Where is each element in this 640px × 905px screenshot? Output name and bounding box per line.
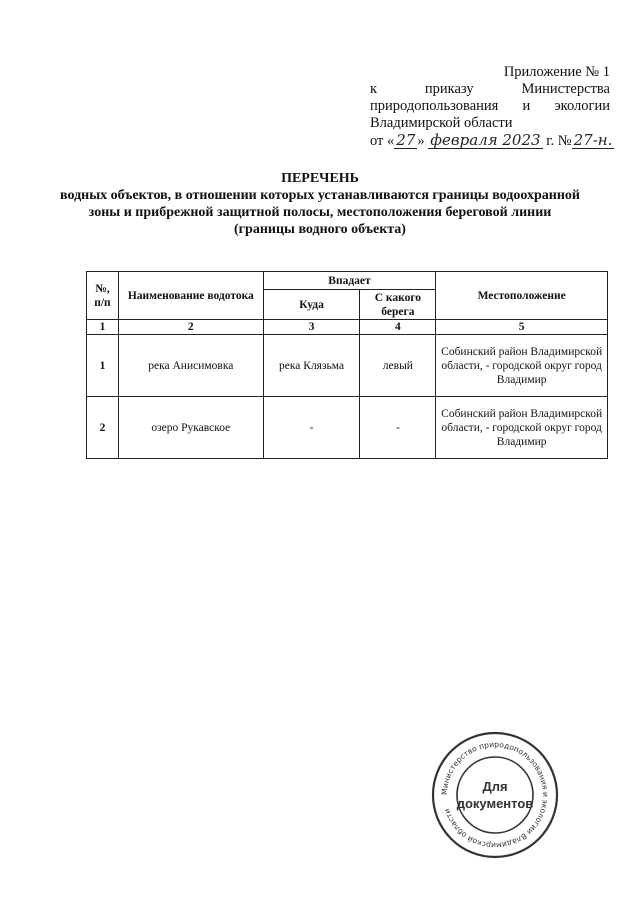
- row-name: река Анисимовка: [118, 335, 263, 397]
- appendix-line-2: [370, 81, 610, 98]
- appendix-region: Владимирской области: [370, 115, 513, 131]
- order-date-line: [370, 131, 613, 150]
- header-where: Куда: [263, 290, 360, 320]
- date-prefix: от «: [370, 133, 395, 149]
- stamp-center-line1: Для: [482, 779, 508, 794]
- date-mid: »: [417, 133, 425, 149]
- appendix-word: и: [522, 98, 531, 114]
- row-location: Собинский район Владимирской области, - городской округ город Владимир: [436, 335, 608, 397]
- header-name: Наименование водотока: [118, 272, 263, 320]
- column-number: 1: [87, 320, 119, 335]
- order-number-handwritten: 27-н.: [573, 131, 613, 149]
- row-num: 1: [87, 335, 119, 397]
- row-where: река Клязьма: [263, 335, 360, 397]
- appendix-word: к: [370, 81, 378, 97]
- date-month-handwritten: февраля 2023: [430, 131, 541, 149]
- appendix-word: экологии: [554, 98, 610, 114]
- row-num: 2: [87, 397, 119, 459]
- header-location: Местоположение: [436, 272, 608, 320]
- table-row: [87, 397, 608, 459]
- document-subtitle: водных объектов, в отношении которых устанавливаются границы водоохранной зоны и прибрежной защитной полосы, местоположения береговой линии (границы водного объекта): [60, 188, 580, 237]
- appendix-word: приказу: [424, 81, 474, 97]
- table-row: [87, 335, 608, 397]
- header-num: №, п/п: [87, 272, 119, 320]
- row-bank: левый: [360, 335, 436, 397]
- appendix-word: природопользования: [370, 98, 499, 114]
- stamp-center-line2: документов: [456, 796, 534, 811]
- date-day-handwritten: 27: [396, 131, 416, 149]
- column-number: 2: [118, 320, 263, 335]
- appendix-title: Приложение № 1: [503, 64, 610, 80]
- header-bank: С какого берега: [360, 290, 436, 320]
- date-year-suffix: г. №: [542, 133, 572, 149]
- column-number: 5: [436, 320, 608, 335]
- row-location: Собинский район Владимирской области, - городской округ город Владимир: [436, 397, 608, 459]
- header-flows: Впадает: [263, 272, 436, 290]
- water-objects-table: [86, 271, 608, 459]
- row-bank: -: [360, 397, 436, 459]
- ministry-stamp: [430, 730, 560, 860]
- row-name: озеро Рукавское: [118, 397, 263, 459]
- stamp-inner-ring: [457, 757, 533, 833]
- stamp-outer-ring: [433, 733, 557, 857]
- row-where: -: [263, 397, 360, 459]
- column-number-row: [87, 320, 608, 335]
- appendix-word: Министерства: [521, 81, 610, 97]
- column-number: 4: [360, 320, 436, 335]
- appendix-line-3: [370, 98, 610, 115]
- stamp-ring-textpath: Министерство природопользования и экологии Владимирской области: [439, 739, 551, 851]
- appendix-block: [370, 64, 613, 150]
- document-heading: ПЕРЕЧЕНЬ: [281, 171, 359, 186]
- column-number: 3: [263, 320, 360, 335]
